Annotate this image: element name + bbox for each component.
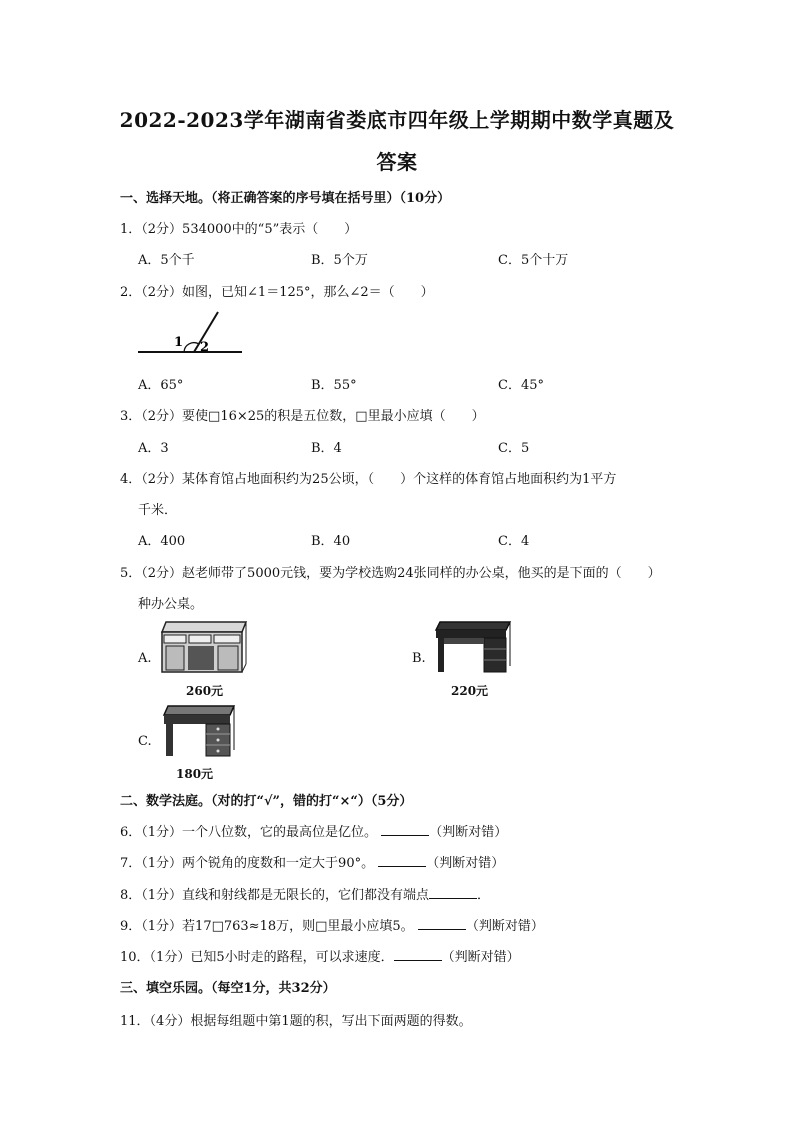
angle-label-2: 2 bbox=[200, 340, 210, 355]
judge-hint: （判断对错） bbox=[429, 825, 508, 840]
desk-a-image bbox=[158, 618, 250, 674]
question-7-text: 7．（1分）两个锐角的度数和一定大于90°。 bbox=[120, 856, 375, 871]
question-1-option-b: B．5个万 bbox=[311, 253, 368, 268]
question-1-option-c: C．5个十万 bbox=[498, 253, 569, 268]
section-heading-1: 一、选择天地。（将正确答案的序号填在括号里）（10分） bbox=[120, 191, 451, 206]
question-9 bbox=[120, 915, 544, 934]
desk-b-image bbox=[434, 618, 514, 674]
question-4-stem: 4．（2分）某体育馆占地面积约为25公顷，（ ）个这样的体育馆占地面积约为1平方 bbox=[120, 472, 617, 487]
judge-hint: （判断对错） bbox=[465, 919, 544, 934]
question-11-stem: 11．（4分）根据每组题中第1题的积，写出下面两题的得数。 bbox=[120, 1014, 472, 1029]
question-6-text: 6．（1分）一个八位数，它的最高位是亿位。 bbox=[120, 825, 378, 840]
question-8 bbox=[120, 884, 490, 903]
question-6 bbox=[120, 821, 507, 840]
question-9-text: 9．（1分）若17□763≈18万，则□里最小应填5。 bbox=[120, 919, 414, 934]
question-1-stem: 1．（2分）534000中的“5”表示（ ） bbox=[120, 222, 358, 237]
question-4-option-c: C．4 bbox=[498, 534, 530, 549]
section-heading-3: 三、填空乐园。（每空1分，共32分） bbox=[120, 981, 336, 996]
desk-c-price: 180元 bbox=[176, 767, 214, 781]
answer-blank[interactable] bbox=[381, 823, 429, 836]
question-2-option-a: A．65° bbox=[138, 378, 184, 393]
page-title: 2022-2023学年湖南省娄底市四年级上学期期中数学真题及 bbox=[119, 108, 675, 132]
answer-blank[interactable] bbox=[378, 854, 426, 867]
page-title-continued: 答案 bbox=[376, 150, 418, 174]
judge-hint: （判断对错） bbox=[426, 856, 505, 871]
question-5-stem: 5．（2分）赵老师带了5000元钱，要为学校选购24张同样的办公桌，他买的是下面的（ ） bbox=[120, 566, 661, 581]
desk-b-price: 220元 bbox=[451, 684, 489, 698]
answer-blank[interactable] bbox=[418, 917, 466, 930]
question-5-option-b: B. bbox=[412, 651, 426, 666]
question-10-text: 10．（1分）已知5小时走的路程，可以求速度． bbox=[120, 950, 394, 965]
judge-hint: （判断对错） bbox=[441, 950, 520, 965]
section-heading-2: 二、数学法庭。（对的打“√”，错的打“×“）（5分） bbox=[120, 794, 413, 809]
question-2-option-c: C．45° bbox=[498, 378, 544, 393]
question-2-option-b: B．55° bbox=[311, 378, 357, 393]
angle-label-1: 1 bbox=[174, 335, 184, 350]
question-3-option-b: B．4 bbox=[311, 441, 342, 456]
question-8-text: 8．（1分）直线和射线都是无限长的，它们都没有端点 bbox=[120, 888, 430, 903]
question-8-end: ． bbox=[477, 888, 491, 903]
question-4-option-b: B．40 bbox=[311, 534, 351, 549]
desk-c-image bbox=[160, 702, 238, 758]
question-5-stem-continued: 种办公桌。 bbox=[138, 597, 204, 612]
question-3-stem: 3．（2分）要使□16×25的积是五位数，□里最小应填（ ） bbox=[120, 409, 485, 424]
question-4-stem-continued: 千米． bbox=[138, 503, 178, 518]
answer-blank[interactable] bbox=[429, 886, 477, 899]
question-2-stem: 2．（2分）如图，已知∠1＝125°，那么∠2＝（ ） bbox=[120, 285, 434, 300]
question-5-option-a: A. bbox=[138, 651, 152, 666]
question-5-option-c: C. bbox=[138, 734, 152, 749]
question-3-option-c: C．5 bbox=[498, 441, 530, 456]
question-3-option-a: A．3 bbox=[138, 441, 169, 456]
question-4-option-a: A．400 bbox=[138, 534, 186, 549]
question-7 bbox=[120, 852, 504, 871]
angle-figure bbox=[134, 308, 246, 358]
desk-a-price: 260元 bbox=[186, 684, 224, 698]
question-1-option-a: A．5个千 bbox=[138, 253, 195, 268]
answer-blank[interactable] bbox=[394, 948, 442, 961]
question-10 bbox=[120, 946, 520, 965]
